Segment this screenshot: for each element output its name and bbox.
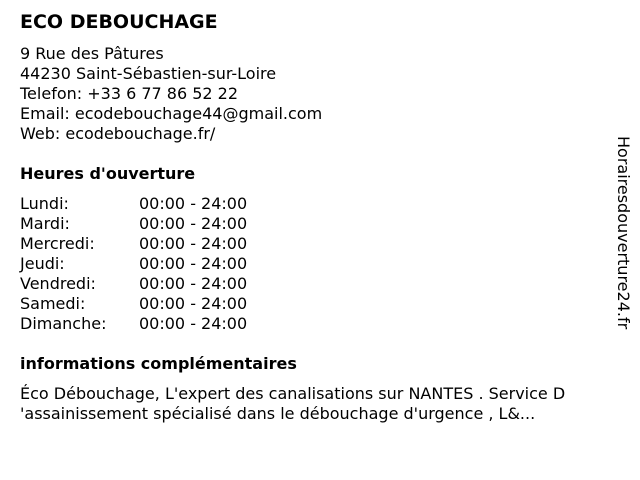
hours-day: Lundi:	[20, 194, 69, 213]
hours-time: 00:00 - 24:00	[139, 294, 248, 313]
phone-number[interactable]: Telefon: +33 6 77 86 52 22	[20, 84, 239, 103]
contact-block	[20, 44, 322, 144]
hours-row-thursday	[20, 254, 280, 274]
hours-time: 00:00 - 24:00	[139, 314, 248, 333]
street-address: 9 Rue des Pâtures	[20, 44, 164, 63]
hours-day: Vendredi:	[20, 274, 96, 293]
info-heading: informations complémentaires	[20, 354, 297, 373]
hours-row-friday	[20, 274, 280, 294]
info-description	[20, 384, 620, 424]
hours-time: 00:00 - 24:00	[139, 274, 248, 293]
hours-row-wednesday	[20, 234, 280, 254]
business-name: ECO DEBOUCHAGE	[20, 11, 218, 33]
hours-row-sunday	[20, 314, 280, 334]
hours-day: Mercredi:	[20, 234, 95, 253]
hours-row-saturday	[20, 294, 280, 314]
hours-row-tuesday	[20, 214, 280, 234]
info-line: 'assainissement spécialisé dans le débouchage d'urgence , L&...	[20, 404, 536, 423]
hours-day: Dimanche:	[20, 314, 107, 333]
hours-day: Jeudi:	[20, 254, 65, 273]
hours-row-monday	[20, 194, 280, 214]
hours-time: 00:00 - 24:00	[139, 194, 248, 213]
hours-table	[20, 194, 280, 334]
hours-day: Samedi:	[20, 294, 86, 313]
hours-time: 00:00 - 24:00	[139, 214, 248, 233]
info-line: Éco Débouchage, L'expert des canalisations sur NANTES . Service D	[20, 384, 566, 403]
hours-time: 00:00 - 24:00	[139, 254, 248, 273]
hours-day: Mardi:	[20, 214, 70, 233]
hours-heading: Heures d'ouverture	[20, 164, 196, 183]
city-address: 44230 Saint-Sébastien-sur-Loire	[20, 64, 277, 83]
website-link[interactable]: Web: ecodebouchage.fr/	[20, 124, 216, 143]
email-address[interactable]: Email: ecodebouchage44@gmail.com	[20, 104, 323, 123]
site-watermark: Horairesdouverture24.fr	[614, 136, 633, 330]
hours-time: 00:00 - 24:00	[139, 234, 248, 253]
